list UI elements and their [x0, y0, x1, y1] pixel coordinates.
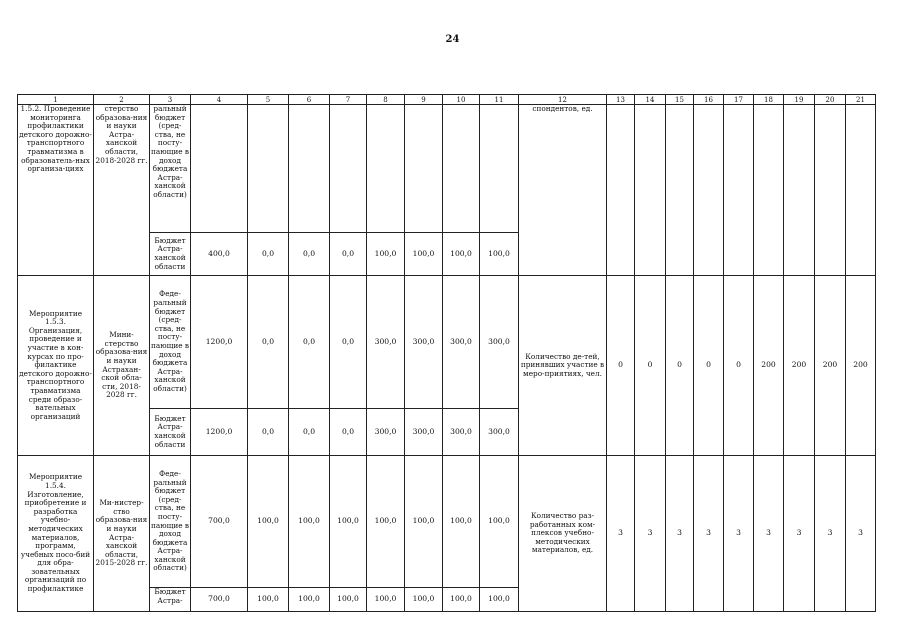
funding-value-cell: 100,0 [480, 588, 519, 612]
funding-value-cell: 100,0 [248, 456, 289, 588]
column-number-5: 5 [248, 95, 289, 105]
column-number-15: 15 [666, 95, 694, 105]
column-number-10: 10 [443, 95, 480, 105]
page-number: 24 [445, 34, 460, 45]
funding-value-cell: 100,0 [367, 233, 405, 276]
column-number-12: 12 [519, 95, 607, 105]
indicator-value-cell [694, 105, 724, 276]
column-number-19: 19 [784, 95, 815, 105]
column-number-14: 14 [635, 95, 666, 105]
funding-value-cell: 100,0 [330, 456, 367, 588]
column-number-row [18, 95, 876, 105]
indicator-cell: спондентов, ед. [519, 105, 607, 276]
indicator-value-cell: 3 [666, 456, 694, 612]
funding-value-cell: 100,0 [330, 588, 367, 612]
funding-value-cell [330, 105, 367, 233]
funding-value-cell [443, 105, 480, 233]
funding-value-cell: 300,0 [405, 276, 443, 409]
funding-value-cell: 0,0 [289, 409, 330, 456]
indicator-value-cell: 3 [607, 456, 635, 612]
column-number-21: 21 [846, 95, 876, 105]
program-table [17, 94, 876, 612]
indicator-value-cell: 0 [724, 276, 754, 456]
funding-value-cell: 400,0 [191, 233, 248, 276]
funding-value-cell: 700,0 [191, 588, 248, 612]
funding-value-cell: 100,0 [289, 456, 330, 588]
column-number-9: 9 [405, 95, 443, 105]
indicator-value-cell: 3 [724, 456, 754, 612]
funding-value-cell: 700,0 [191, 456, 248, 588]
table-row [18, 276, 876, 409]
executor-cell: Мини-стерство образова-ния и науки Астрахан-ской обла-сти, 2018-2028 гг. [94, 276, 150, 456]
funding-value-cell: 0,0 [248, 276, 289, 409]
column-number-8: 8 [367, 95, 405, 105]
funding-source-cell: Феде-ральный бюджет (сред-ства, не посту-пающие в доход бюджета Астра-ханской области) [150, 276, 191, 409]
funding-source-cell: ральный бюджет (сред-ства, не посту-пающие в доход бюджета Астра-ханской области) [150, 105, 191, 233]
funding-value-cell [248, 105, 289, 233]
column-number-1: 1 [18, 95, 94, 105]
funding-value-cell: 100,0 [443, 233, 480, 276]
funding-value-cell: 100,0 [367, 588, 405, 612]
indicator-cell: Количество раз-работанных ком-плексов учебно-методических материалов, ед. [519, 456, 607, 612]
funding-source-cell: Бюджет Астра-ханской области [150, 409, 191, 456]
funding-value-cell: 100,0 [480, 233, 519, 276]
indicator-value-cell: 200 [815, 276, 846, 456]
funding-value-cell: 300,0 [443, 409, 480, 456]
funding-value-cell: 100,0 [405, 456, 443, 588]
column-number-17: 17 [724, 95, 754, 105]
funding-value-cell: 0,0 [330, 409, 367, 456]
indicator-value-cell [815, 105, 846, 276]
funding-value-cell: 0,0 [248, 233, 289, 276]
funding-value-cell: 0,0 [289, 233, 330, 276]
indicator-value-cell: 0 [635, 276, 666, 456]
funding-value-cell [289, 105, 330, 233]
funding-value-cell: 300,0 [480, 276, 519, 409]
funding-source-cell: Бюджет Астра-ханской области [150, 233, 191, 276]
funding-value-cell: 0,0 [330, 233, 367, 276]
indicator-value-cell: 3 [635, 456, 666, 612]
funding-value-cell: 100,0 [248, 588, 289, 612]
funding-value-cell: 100,0 [367, 456, 405, 588]
funding-value-cell: 300,0 [443, 276, 480, 409]
measure-cell: 1.5.2. Проведение мониторинга профилактики детского дорожно-транспортного травматизма в образователь-ных организа-циях [18, 105, 94, 276]
funding-source-cell: Феде-ральный бюджет (сред-ства, не посту-пающие в доход бюджета Астра-ханской области) [150, 456, 191, 588]
funding-value-cell: 300,0 [367, 276, 405, 409]
funding-value-cell: 100,0 [289, 588, 330, 612]
indicator-cell: Количество де-тей, принявших участие в меро-приятиях, чел. [519, 276, 607, 456]
column-number-6: 6 [289, 95, 330, 105]
column-number-18: 18 [754, 95, 784, 105]
measure-cell: Мероприятие 1.5.3. Организация, проведение и участие в кон-курсах по про-филактике детского дорожно-транспортного травматизма среди образо-вательных организаций [18, 276, 94, 456]
table-row [18, 105, 876, 233]
funding-value-cell [191, 105, 248, 233]
funding-value-cell: 1200,0 [191, 409, 248, 456]
column-number-4: 4 [191, 95, 248, 105]
indicator-value-cell [754, 105, 784, 276]
column-number-20: 20 [815, 95, 846, 105]
indicator-value-cell: 3 [754, 456, 784, 612]
indicator-value-cell: 0 [607, 276, 635, 456]
funding-source-cell: Бюджет Астра- [150, 588, 191, 612]
table-row [18, 456, 876, 588]
executor-cell: стерство образова-ния и науки Астра-ханской области, 2018-2028 гг. [94, 105, 150, 276]
funding-value-cell: 0,0 [248, 409, 289, 456]
funding-value-cell: 0,0 [289, 276, 330, 409]
indicator-value-cell [607, 105, 635, 276]
funding-value-cell: 0,0 [330, 276, 367, 409]
indicator-value-cell [666, 105, 694, 276]
funding-value-cell: 300,0 [405, 409, 443, 456]
indicator-value-cell [846, 105, 876, 276]
executor-cell: Ми-нистер-ство образова-ния и науки Астра-ханской области, 2015-2028 гг. [94, 456, 150, 612]
indicator-value-cell: 0 [694, 276, 724, 456]
indicator-value-cell: 0 [666, 276, 694, 456]
funding-value-cell: 100,0 [405, 233, 443, 276]
column-number-13: 13 [607, 95, 635, 105]
indicator-value-cell [724, 105, 754, 276]
funding-value-cell: 100,0 [405, 588, 443, 612]
funding-value-cell [405, 105, 443, 233]
funding-value-cell: 300,0 [480, 409, 519, 456]
column-number-11: 11 [480, 95, 519, 105]
column-number-7: 7 [330, 95, 367, 105]
funding-value-cell: 100,0 [443, 588, 480, 612]
indicator-value-cell: 200 [754, 276, 784, 456]
indicator-value-cell: 200 [784, 276, 815, 456]
funding-value-cell [367, 105, 405, 233]
funding-value-cell: 1200,0 [191, 276, 248, 409]
indicator-value-cell: 3 [784, 456, 815, 612]
measure-cell: Мероприятие 1.5.4. Изготовление, приобретение и разработка учебно-методических материалов, программ, учебных посо-бий для обра-зовательных организаций по профилактике [18, 456, 94, 612]
indicator-value-cell [784, 105, 815, 276]
funding-value-cell: 100,0 [443, 456, 480, 588]
column-number-2: 2 [94, 95, 150, 105]
indicator-value-cell [635, 105, 666, 276]
column-number-16: 16 [694, 95, 724, 105]
indicator-value-cell: 3 [815, 456, 846, 612]
indicator-value-cell: 3 [694, 456, 724, 612]
funding-value-cell [480, 105, 519, 233]
indicator-value-cell: 200 [846, 276, 876, 456]
column-number-3: 3 [150, 95, 191, 105]
indicator-value-cell: 3 [846, 456, 876, 612]
funding-value-cell: 300,0 [367, 409, 405, 456]
funding-value-cell: 100,0 [480, 456, 519, 588]
